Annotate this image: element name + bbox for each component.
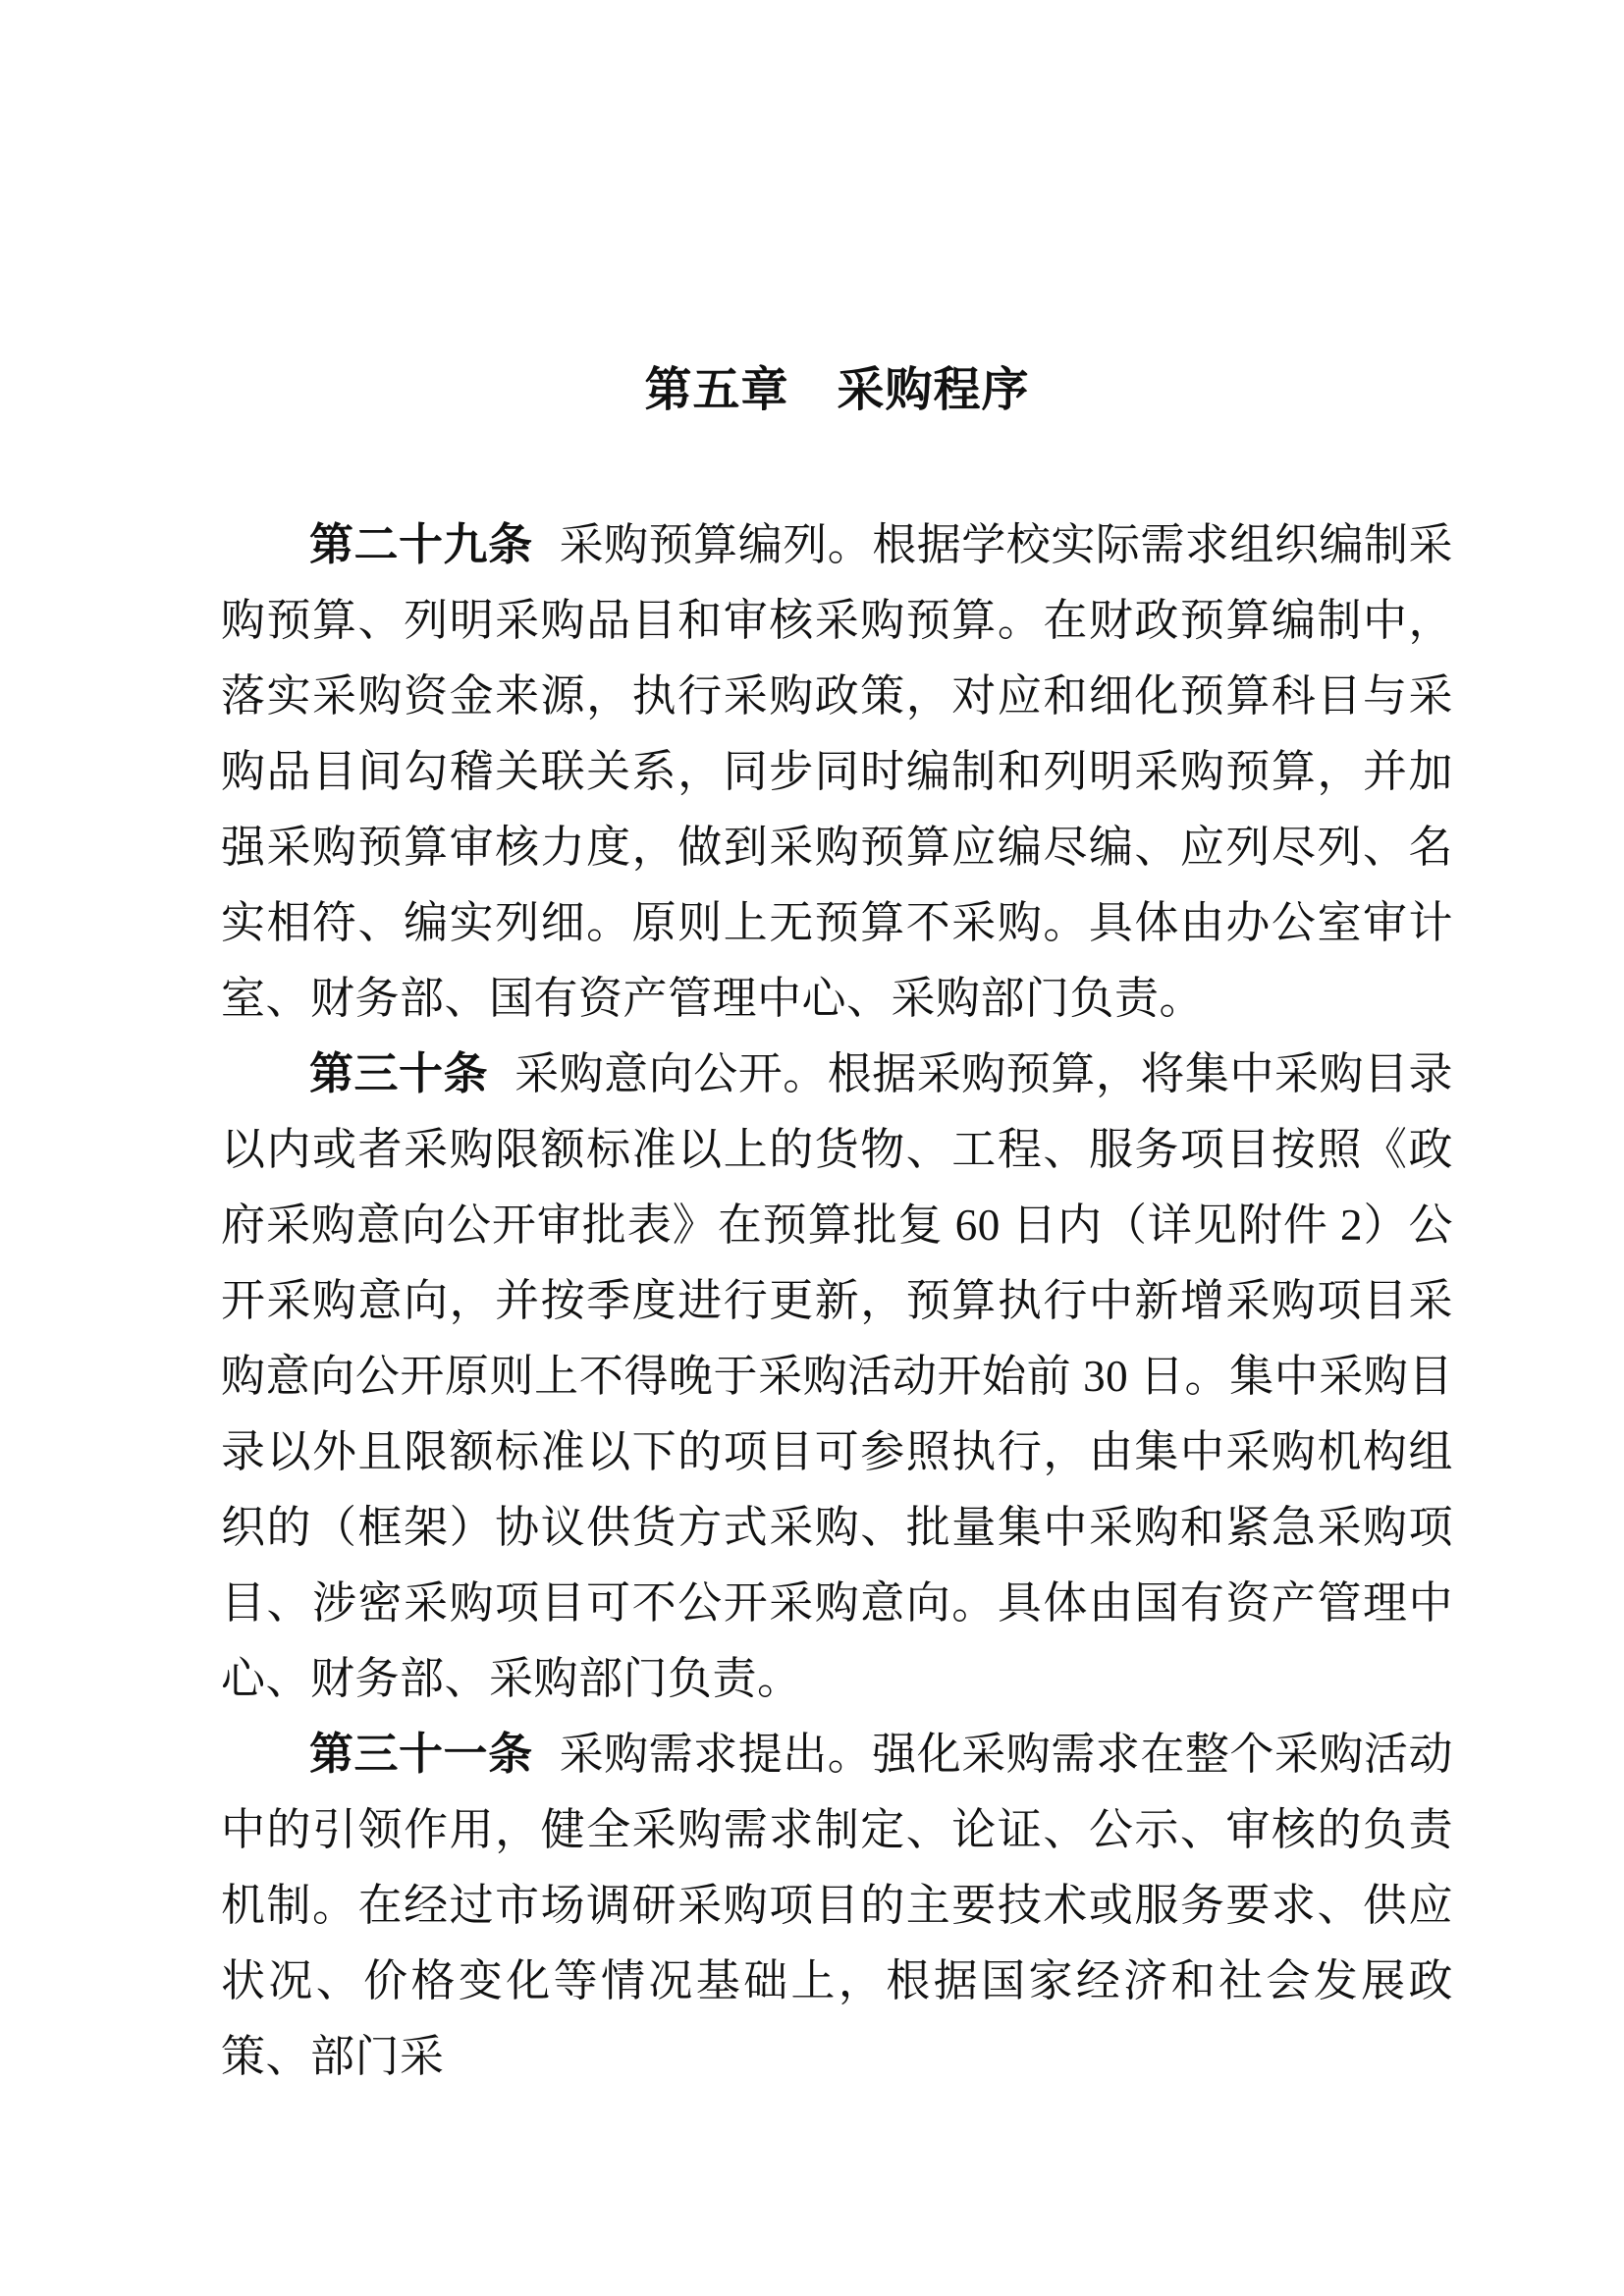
article-31-number: 第三十一条 bbox=[309, 1730, 533, 1779]
document-body bbox=[221, 507, 1453, 2095]
article-29-text: 采购预算编列。根据学校实际需求组织编制采购预算、列明采购品目和审核采购预算。在财政预算编制中，落实采购资金来源，执行采购政策，对应和细化预算科目与采购品目间勾稽关联关系，同步同时编制和列明采购预算，并加强采购预算审核力度，做到采购预算应编尽编、应列尽列、名实相符、编实列细。原则上无预算不采购。具体由办公室审计室、财务部、国有资产管理中心、采购部门负责。 bbox=[221, 520, 1453, 1023]
article-29-paragraph bbox=[221, 507, 1453, 1037]
article-30-paragraph bbox=[221, 1037, 1453, 1717]
article-31-paragraph bbox=[221, 1717, 1453, 2095]
article-29-number: 第二十九条 bbox=[309, 520, 533, 569]
article-30-text: 采购意向公开。根据采购预算，将集中采购目录以内或者采购限额标准以上的货物、工程、服务项目按照《政府采购意向公开审批表》在预算批复 60 日内（详见附件 2）公开采购意向，并按季度进行更新，预算执行中新增采购项目采购意向公开原则上不得晚于采购活动开始前 30 日。集中采购目录以外且限额标准以下的项目可参照执行，由集中采购机构组织的（框架）协议供货方式采购、批量集中采购和紧急采购项目、涉密采购项目可不公开采购意向。具体由国有资产管理中心、财务部、采购部门负责。 bbox=[221, 1049, 1453, 1703]
chapter-title: 第五章 采购程序 bbox=[644, 364, 1030, 416]
article-30-number: 第三十条 bbox=[309, 1049, 489, 1098]
article-31-text: 采购需求提出。强化采购需求在整个采购活动中的引领作用，健全采购需求制定、论证、公示、审核的负责机制。在经过市场调研采购项目的主要技术或服务要求、供应状况、价格变化等情况基础上，根据国家经济和社会发展政策、部门采 bbox=[221, 1730, 1453, 2081]
